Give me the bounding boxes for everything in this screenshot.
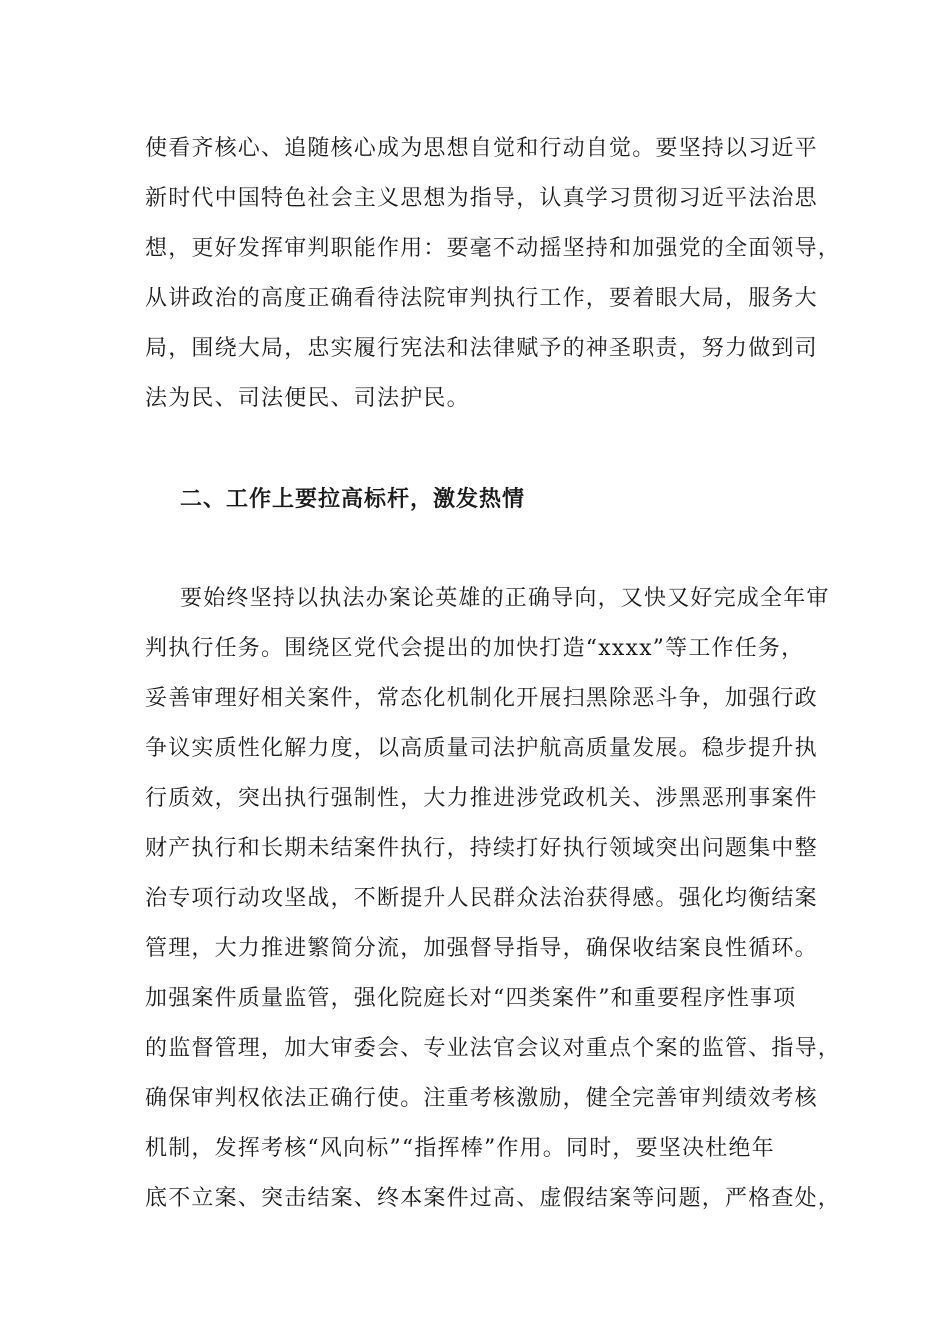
paragraph-2-line-1: 要始终坚持以执法办案论英雄的正确导向，又快又好完成全年审 (180, 586, 830, 611)
paragraph-2-line-12: 机制，发挥考核“风向标”“指挥棒”作用。同时，要坚决杜绝年 (145, 1136, 775, 1161)
paragraph-1-line-4: 从讲政治的高度正确看待法院审判执行工作，要着眼大局，服务大 (145, 286, 818, 311)
paragraph-1-line-6: 法为民、司法便民、司法护民。 (145, 386, 470, 411)
paragraph-2-line-11: 确保审判权依法正确行使。注重考核激励，健全完善审判绩效考核 (145, 1086, 818, 1111)
paragraph-2-line-3: 妥善审理好相关案件，常态化机制化开展扫黑除恶斗争，加强行政 (145, 686, 818, 711)
paragraph-2-line-13: 底不立案、突击结案、终本案件过高、虚假结案等问题，严格查处， (145, 1186, 842, 1211)
paragraph-2-line-6: 财产执行和长期未结案件执行，持续打好执行领域突出问题集中整 (145, 836, 818, 861)
paragraph-2-line-2: 判执行任务。围绕区党代会提出的加快打造“xxxx”等工作任务， (145, 636, 805, 661)
paragraph-1-line-5: 局，围绕大局，忠实履行宪法和法律赋予的神圣职责，努力做到司 (145, 336, 818, 361)
paragraph-1-line-3: 想，更好发挥审判职能作用：要毫不动摇坚持和加强党的全面领导， (145, 236, 842, 261)
paragraph-2-line-9: 加强案件质量监管，强化院庭长对“四类案件”和重要程序性事项 (145, 986, 797, 1011)
section-heading: 二、工作上要拉高标杆，激发热情 (180, 486, 526, 512)
paragraph-2-line-4: 争议实质性化解力度，以高质量司法护航高质量发展。稳步提升执 (145, 736, 818, 761)
paragraph-1-line-1: 使看齐核心、追随核心成为思想自觉和行动自觉。要坚持以习近平 (145, 136, 818, 161)
paragraph-1-line-2: 新时代中国特色社会主义思想为指导，认真学习贯彻习近平法治思 (145, 186, 818, 211)
paragraph-2-line-5: 行质效，突出执行强制性，大力推进涉党政机关、涉黑恶刑事案件 (145, 786, 818, 811)
paragraph-2-line-7: 治专项行动攻坚战，不断提升人民群众法治获得感。强化均衡结案 (145, 886, 818, 911)
paragraph-2-line-10: 的监督管理，加大审委会、专业法官会议对重点个案的监管、指导， (145, 1036, 842, 1061)
paragraph-2-line-8: 管理，大力推进繁简分流，加强督导指导，确保收结案良性循环。 (145, 936, 818, 961)
